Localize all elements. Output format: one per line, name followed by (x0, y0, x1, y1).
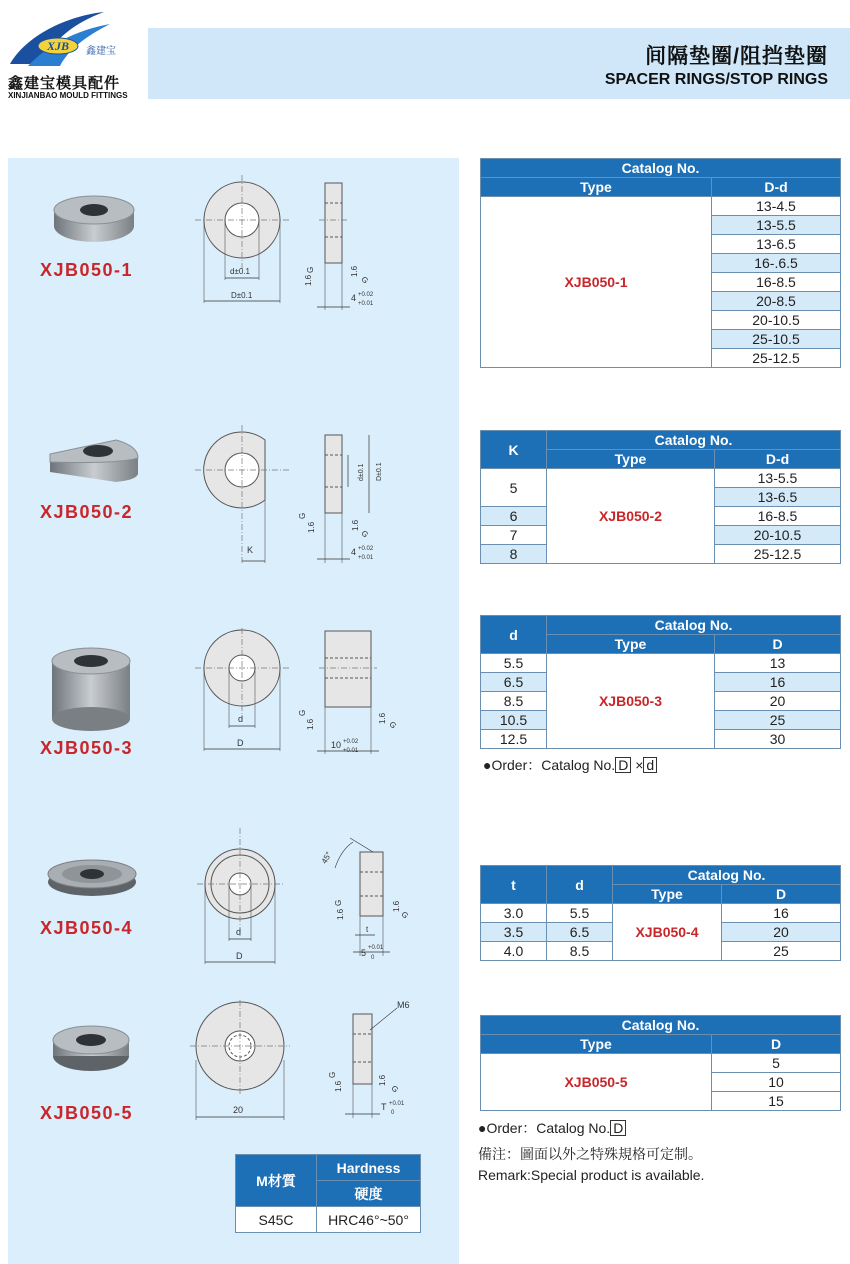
svg-text:1.6: 1.6 (307, 521, 316, 533)
table-cell: 10.5 (481, 711, 547, 730)
svg-text:G: G (298, 709, 307, 716)
type-header: Type (613, 885, 722, 904)
logo-text: XJB (46, 39, 70, 53)
table-cell: 20-10.5 (715, 526, 841, 545)
svg-text:M6: M6 (397, 1000, 410, 1010)
catalog-table-2 (480, 430, 841, 564)
dd-header: D-d (715, 450, 841, 469)
catalog-table-5 (480, 1015, 841, 1111)
svg-text:G: G (359, 274, 371, 286)
d-header: d (547, 866, 613, 904)
type-cell: XJB050-1 (481, 197, 712, 368)
svg-text:4: 4 (351, 293, 357, 303)
page-title-en: SPACER RINGS/STOP RINGS (604, 71, 828, 88)
drawing-xjb050-5 (185, 1000, 415, 1125)
table-cell: 20-8.5 (712, 292, 841, 311)
svg-text:G: G (387, 719, 399, 731)
table-cell: 5 (712, 1054, 841, 1073)
hardness-value: HRC46°~50° (317, 1207, 421, 1233)
order-note-1: ●Order：Catalog No. D × d (483, 755, 657, 775)
D-header: D (722, 885, 841, 904)
table-cell: 6.5 (547, 923, 613, 942)
svg-text:G: G (328, 1071, 337, 1078)
catalog-table-3 (480, 615, 841, 749)
type-cell: XJB050-3 (547, 654, 715, 749)
svg-text:+0.01: +0.01 (368, 945, 384, 951)
logo-icon (6, 6, 146, 72)
part-label: XJB050-3 (40, 738, 134, 758)
svg-text:0: 0 (391, 1110, 395, 1116)
svg-text:G: G (359, 528, 371, 540)
svg-text:+0.01: +0.01 (358, 301, 374, 307)
svg-text:1.6: 1.6 (378, 1074, 387, 1086)
catalog-header: Catalog No. (481, 159, 841, 178)
part-photo-xjb050-5 (48, 1020, 138, 1080)
svg-text:G: G (306, 266, 315, 273)
svg-text:1.6: 1.6 (350, 265, 359, 277)
table-cell: 10 (712, 1073, 841, 1092)
material-value: S45C (236, 1207, 317, 1233)
drawing-xjb050-3 (185, 628, 415, 763)
hardness-header: Hardness (317, 1155, 421, 1181)
t-header: t (481, 866, 547, 904)
svg-text:K: K (247, 545, 254, 555)
svg-text:t: t (366, 925, 369, 934)
svg-text:G: G (334, 899, 343, 906)
svg-text:+0.01: +0.01 (343, 748, 359, 754)
table-cell: 16 (722, 904, 841, 923)
catalog-table-1 (480, 158, 841, 368)
page-title-cn: 间隔垫圈/阻挡垫圈 (645, 45, 828, 68)
svg-text:D: D (237, 738, 244, 748)
table-cell: 8.5 (481, 692, 547, 711)
svg-text:D±0.1: D±0.1 (231, 291, 253, 300)
material-header: M材質 (236, 1155, 317, 1207)
table-cell: 25 (722, 942, 841, 961)
table-cell: 16-8.5 (715, 507, 841, 526)
table-cell: 12.5 (481, 730, 547, 749)
table-cell: 13-6.5 (715, 488, 841, 507)
svg-text:+0.02: +0.02 (358, 292, 374, 298)
table-cell: 13-6.5 (712, 235, 841, 254)
part-photo-xjb050-3 (48, 645, 138, 735)
svg-text:G: G (298, 512, 307, 519)
svg-text:0: 0 (371, 955, 375, 961)
svg-text:d±0.1: d±0.1 (358, 463, 365, 481)
type-cell: XJB050-5 (481, 1054, 712, 1111)
type-header: Type (481, 1035, 712, 1054)
svg-text:1.6: 1.6 (304, 274, 313, 286)
table-cell: 25-12.5 (715, 545, 841, 564)
drawing-xjb050-1 (185, 175, 415, 315)
D-header: D (715, 635, 841, 654)
svg-text:1.6: 1.6 (378, 712, 387, 724)
part-photo-xjb050-2 (46, 432, 146, 492)
svg-text:d±0.1: d±0.1 (230, 267, 250, 276)
part-photo-xjb050-1 (50, 192, 140, 252)
svg-text:20: 20 (233, 1105, 244, 1115)
table-cell: 15 (712, 1092, 841, 1111)
table-cell: 25-12.5 (712, 349, 841, 368)
svg-text:10: 10 (331, 740, 342, 750)
hardness-header-cn: 硬度 (317, 1181, 421, 1207)
catalog-header: Catalog No. (481, 1016, 841, 1035)
svg-text:d: d (238, 714, 244, 724)
table-cell: 5.5 (481, 654, 547, 673)
type-cell: XJB050-4 (613, 904, 722, 961)
table-cell: 16 (715, 673, 841, 692)
svg-text:T: T (381, 1102, 387, 1112)
part-label: XJB050-1 (40, 260, 134, 280)
svg-text:45°: 45° (319, 850, 334, 866)
brand-name-cn: 鑫建宝模具配件 (8, 75, 121, 92)
type-header: Type (547, 450, 715, 469)
part-photo-xjb050-4 (46, 852, 142, 902)
table-cell: 3.5 (481, 923, 547, 942)
table-cell: 13-5.5 (712, 216, 841, 235)
table-cell: 4.0 (481, 942, 547, 961)
drawing-xjb050-2 (185, 425, 415, 575)
part-label: XJB050-2 (40, 502, 134, 522)
catalog-header: Catalog No. (613, 866, 841, 885)
dd-header: D-d (712, 178, 841, 197)
table-cell: 16-8.5 (712, 273, 841, 292)
table-cell: 5 (481, 469, 547, 507)
svg-text:4: 4 (351, 547, 357, 557)
table-cell: 25 (715, 711, 841, 730)
type-header: Type (547, 635, 715, 654)
svg-text:+0.02: +0.02 (343, 739, 359, 745)
table-cell: 6 (481, 507, 547, 526)
table-cell: 6.5 (481, 673, 547, 692)
svg-text:G: G (399, 909, 411, 921)
svg-text:1.6: 1.6 (306, 718, 315, 730)
table-cell: 13 (715, 654, 841, 673)
table-cell: 20 (722, 923, 841, 942)
table-cell: 3.0 (481, 904, 547, 923)
part-label: XJB050-5 (40, 1103, 134, 1123)
table-cell: 30 (715, 730, 841, 749)
table-cell: 5.5 (547, 904, 613, 923)
svg-text:G: G (389, 1083, 401, 1095)
svg-text:1.6: 1.6 (392, 900, 401, 912)
table-cell: 13-4.5 (712, 197, 841, 216)
material-table (235, 1154, 421, 1233)
svg-text:1.6: 1.6 (334, 1080, 343, 1092)
table-cell: 16-.6.5 (712, 254, 841, 273)
remark-cn: 備注：圖面以外之特殊規格可定制。 (478, 1146, 702, 1162)
brand-name-en: XINJIANBAO MOULD FITTINGS (8, 91, 128, 100)
part-label: XJB050-4 (40, 918, 134, 938)
svg-text:+0.01: +0.01 (358, 555, 374, 561)
order-note-2: ●Order：Catalog No. D (478, 1118, 626, 1138)
svg-text:d: d (236, 927, 242, 937)
svg-text:D±0.1: D±0.1 (376, 462, 383, 481)
drawing-xjb050-4 (185, 828, 415, 968)
table-cell: 8 (481, 545, 547, 564)
type-cell: XJB050-2 (547, 469, 715, 564)
d-header: d (481, 616, 547, 654)
table-cell: 13-5.5 (715, 469, 841, 488)
catalog-header: Catalog No. (547, 431, 841, 450)
table-cell: 7 (481, 526, 547, 545)
table-cell: 8.5 (547, 942, 613, 961)
svg-text:1.6: 1.6 (351, 519, 360, 531)
svg-text:鑫建宝: 鑫建宝 (86, 46, 116, 57)
table-cell: 25-10.5 (712, 330, 841, 349)
type-header: Type (481, 178, 712, 197)
svg-text:5: 5 (361, 948, 367, 958)
D-header: D (712, 1035, 841, 1054)
svg-text:+0.02: +0.02 (358, 546, 374, 552)
svg-text:1.6: 1.6 (336, 908, 345, 920)
table-cell: 20 (715, 692, 841, 711)
remark-en: Remark:Special product is available. (478, 1167, 705, 1183)
svg-text:D: D (236, 951, 243, 961)
catalog-table-4 (480, 865, 841, 961)
catalog-header: Catalog No. (547, 616, 841, 635)
svg-text:+0.01: +0.01 (389, 1101, 405, 1107)
k-header: K (481, 431, 547, 469)
table-cell: 20-10.5 (712, 311, 841, 330)
